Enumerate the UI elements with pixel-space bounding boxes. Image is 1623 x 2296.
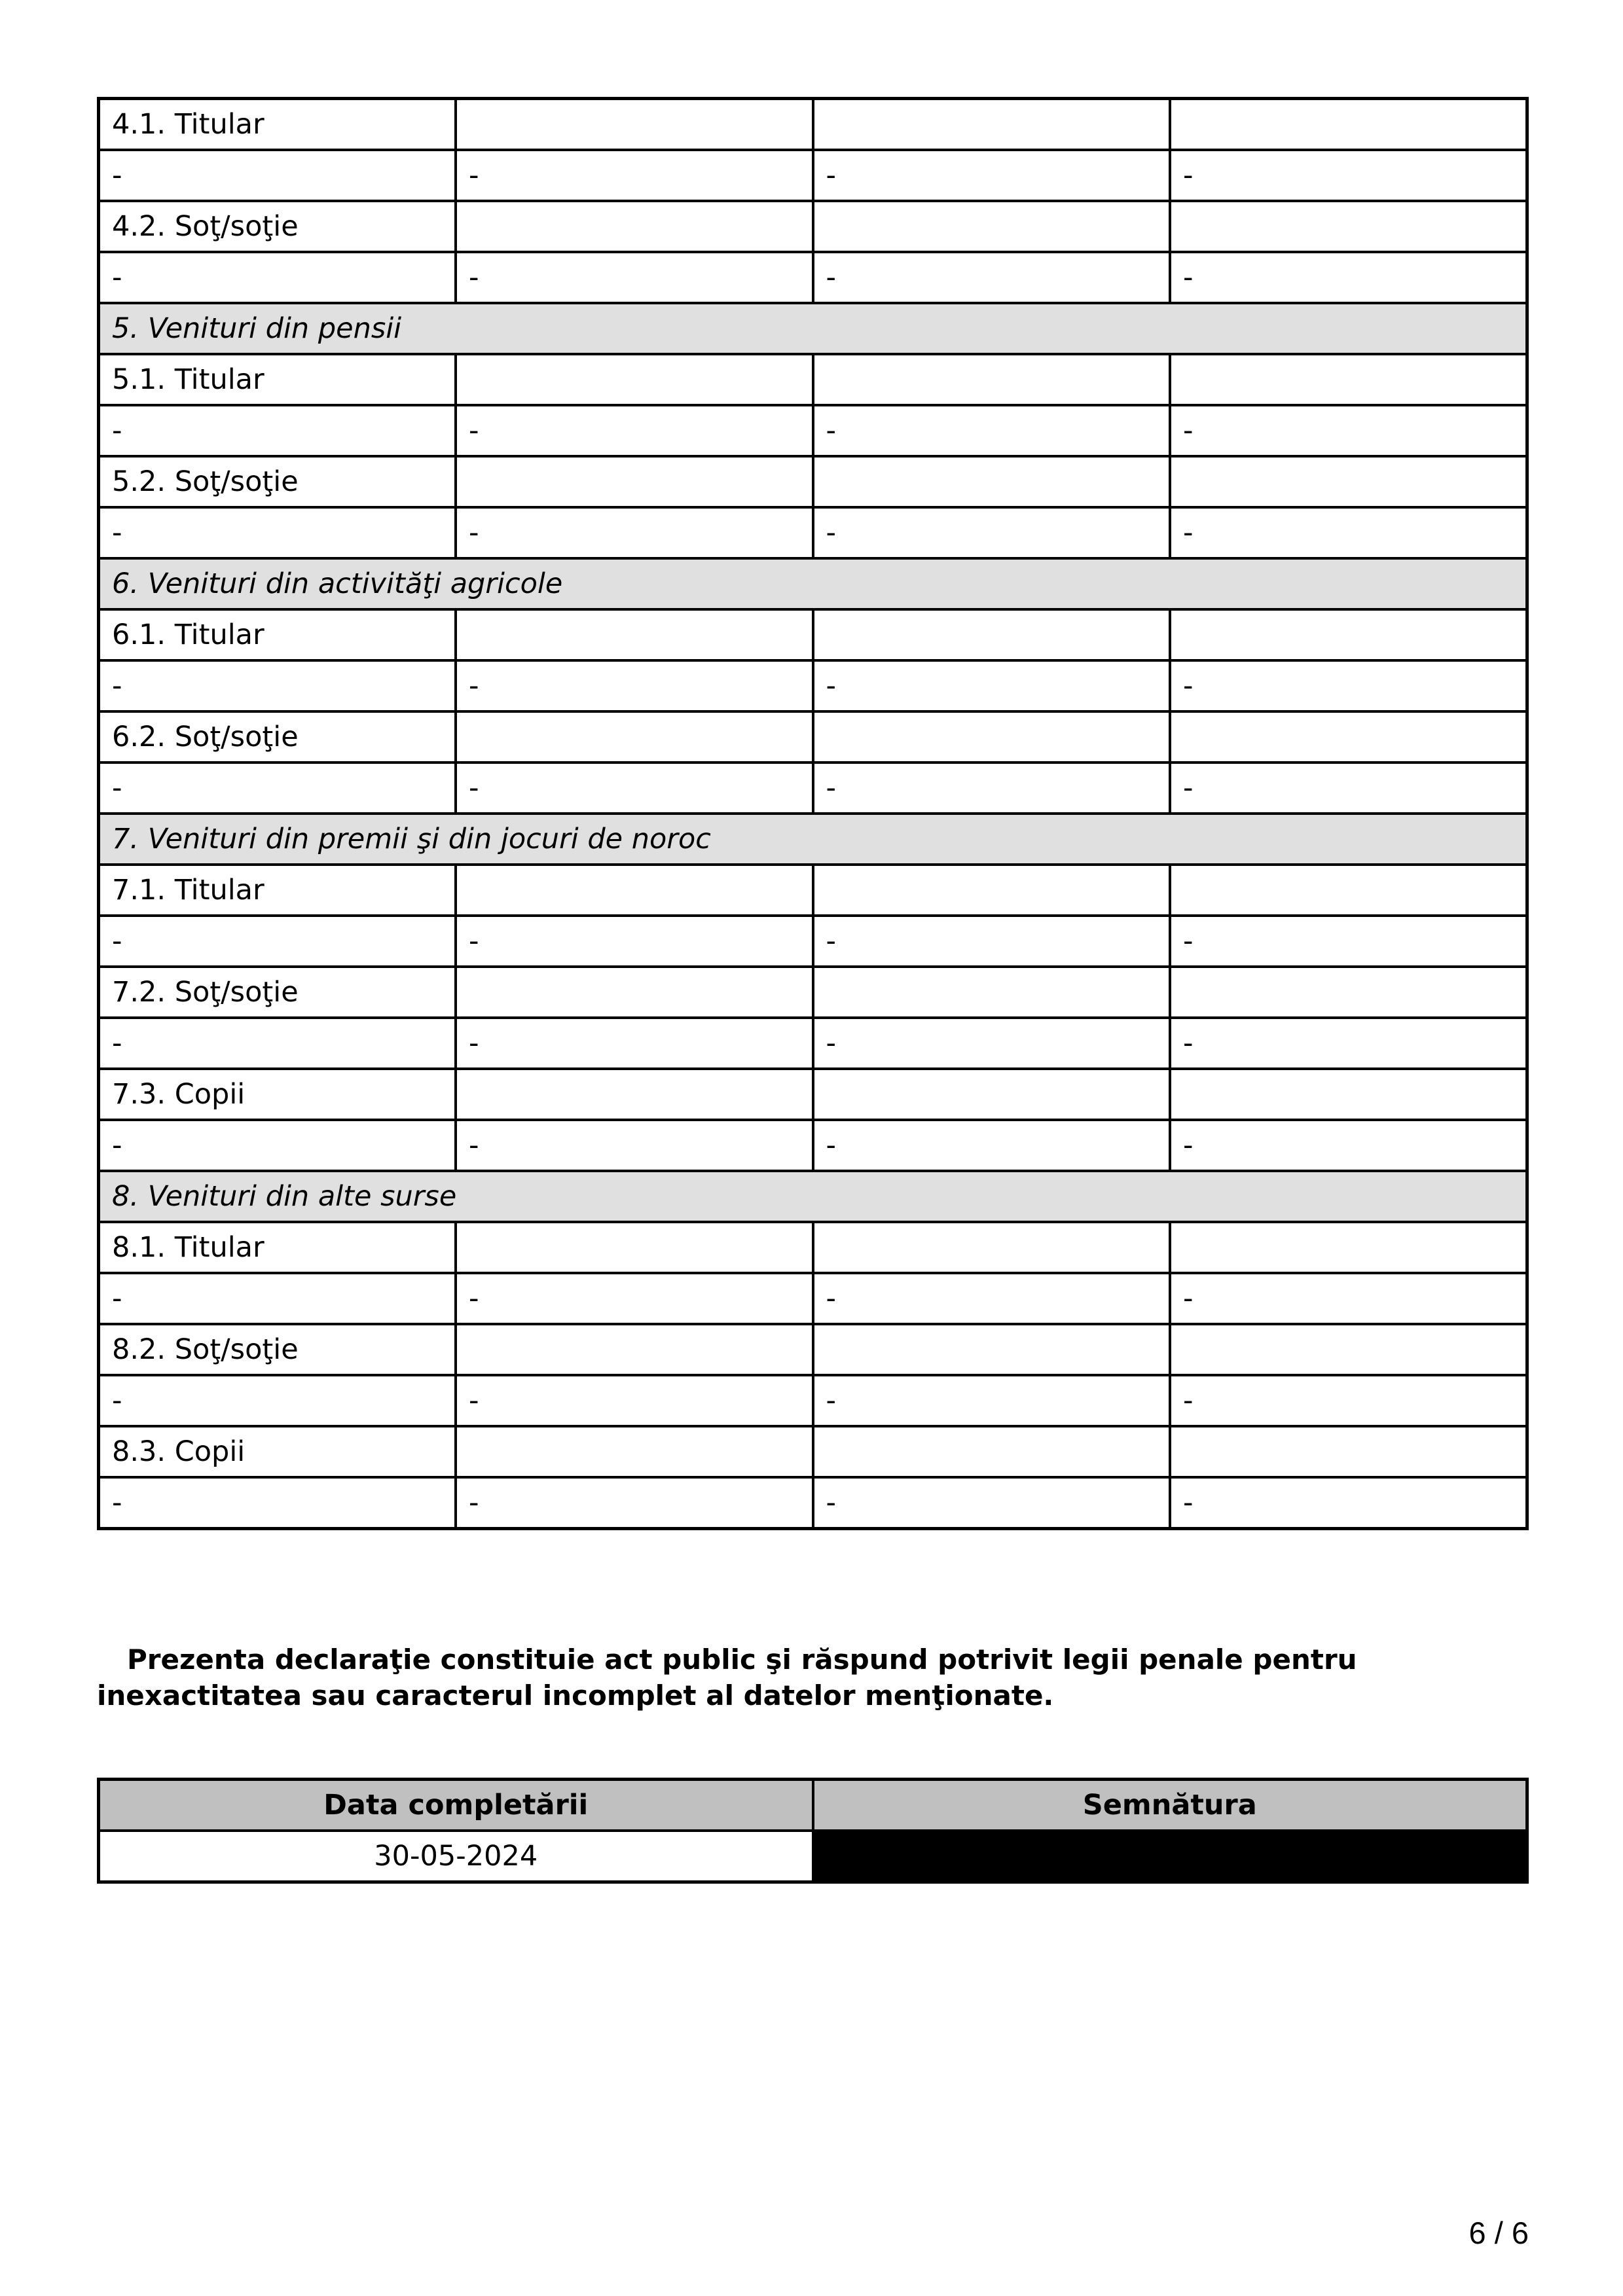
person-label: 8.1. Titular [99, 1222, 456, 1273]
section-row [99, 558, 1527, 609]
section-header: 6. Venituri din activităţi agricole [99, 558, 1527, 609]
empty-cell: - [813, 660, 1171, 711]
empty-cell: - [99, 1120, 456, 1171]
empty-cell: - [1170, 1018, 1527, 1069]
empty-cell: - [99, 660, 456, 711]
table-cell [813, 354, 1171, 405]
empty-cell: - [456, 1018, 813, 1069]
person-row [99, 1426, 1527, 1477]
person-label: 5.2. Soţ/soţie [99, 456, 456, 507]
table-cell [1170, 99, 1527, 151]
section-row [99, 814, 1527, 865]
person-row [99, 1324, 1527, 1375]
person-row [99, 201, 1527, 252]
empty-row [99, 916, 1527, 967]
empty-cell: - [813, 252, 1171, 303]
income-table [97, 97, 1529, 1530]
table-cell [456, 711, 813, 762]
empty-row [99, 405, 1527, 456]
signature-table-header-row [99, 1780, 1527, 1831]
empty-row [99, 1120, 1527, 1171]
empty-cell: - [1170, 507, 1527, 558]
table-cell [1170, 1324, 1527, 1375]
table-cell [813, 1426, 1171, 1477]
empty-cell: - [1170, 1273, 1527, 1324]
table-cell [813, 1069, 1171, 1120]
empty-row [99, 252, 1527, 303]
empty-cell: - [99, 507, 456, 558]
empty-cell: - [1170, 916, 1527, 967]
empty-cell: - [456, 1120, 813, 1171]
empty-cell: - [813, 405, 1171, 456]
person-label: 7.2. Soţ/soţie [99, 967, 456, 1018]
empty-cell: - [1170, 150, 1527, 201]
table-cell [1170, 1426, 1527, 1477]
section-header: 8. Venituri din alte surse [99, 1171, 1527, 1222]
empty-cell: - [813, 507, 1171, 558]
table-cell [1170, 456, 1527, 507]
declaration-statement: Prezenta declaraţie constituie act public şi răspund potrivit legii penale pentru inexactitatea sau caracterul incomplet al datelor menţionate. [97, 1643, 1357, 1712]
table-cell [1170, 711, 1527, 762]
section-header: 5. Venituri din pensii [99, 303, 1527, 354]
empty-row [99, 1375, 1527, 1426]
table-cell [1170, 609, 1527, 660]
section-row [99, 1171, 1527, 1222]
table-cell [813, 865, 1171, 916]
section-row [99, 303, 1527, 354]
empty-cell: - [456, 762, 813, 814]
empty-row [99, 1273, 1527, 1324]
person-row [99, 99, 1527, 151]
person-label: 4.2. Soţ/soţie [99, 201, 456, 252]
empty-cell: - [813, 150, 1171, 201]
table-cell [813, 1324, 1171, 1375]
table-cell [456, 354, 813, 405]
empty-cell: - [1170, 762, 1527, 814]
table-cell [456, 201, 813, 252]
person-row [99, 609, 1527, 660]
person-label: 4.1. Titular [99, 99, 456, 151]
table-cell [1170, 354, 1527, 405]
empty-cell: - [99, 1018, 456, 1069]
person-row [99, 354, 1527, 405]
table-cell [813, 1222, 1171, 1273]
table-cell [456, 1426, 813, 1477]
table-cell [1170, 201, 1527, 252]
person-label: 7.3. Copii [99, 1069, 456, 1120]
empty-cell: - [99, 1273, 456, 1324]
table-cell [456, 1069, 813, 1120]
empty-row [99, 507, 1527, 558]
person-row [99, 711, 1527, 762]
redacted-signature [813, 1831, 1527, 1882]
signature-table [97, 1778, 1529, 1884]
section-header: 7. Venituri din premii şi din jocuri de noroc [99, 814, 1527, 865]
table-cell [1170, 865, 1527, 916]
empty-cell: - [456, 507, 813, 558]
date-header: Data completării [99, 1780, 813, 1831]
table-cell [813, 201, 1171, 252]
table-cell [1170, 1069, 1527, 1120]
signature-table-value-row [99, 1831, 1527, 1882]
table-cell [813, 99, 1171, 151]
empty-cell: - [456, 150, 813, 201]
person-label: 7.1. Titular [99, 865, 456, 916]
empty-row [99, 660, 1527, 711]
empty-cell: - [456, 916, 813, 967]
empty-cell: - [456, 1477, 813, 1529]
table-cell [813, 967, 1171, 1018]
table-cell [1170, 1222, 1527, 1273]
person-row [99, 967, 1527, 1018]
empty-cell: - [813, 1375, 1171, 1426]
empty-cell: - [1170, 405, 1527, 456]
empty-cell: - [99, 405, 456, 456]
table-cell [456, 1222, 813, 1273]
empty-cell: - [1170, 1120, 1527, 1171]
table-cell [813, 456, 1171, 507]
person-label: 8.3. Copii [99, 1426, 456, 1477]
empty-cell: - [99, 916, 456, 967]
empty-cell: - [456, 1273, 813, 1324]
person-row [99, 1222, 1527, 1273]
empty-cell: - [99, 150, 456, 201]
table-cell [456, 99, 813, 151]
empty-cell: - [813, 1018, 1171, 1069]
person-row [99, 865, 1527, 916]
person-label: 5.1. Titular [99, 354, 456, 405]
empty-cell: - [99, 252, 456, 303]
empty-cell: - [456, 1375, 813, 1426]
empty-row [99, 762, 1527, 814]
empty-cell: - [813, 1120, 1171, 1171]
person-row [99, 456, 1527, 507]
empty-cell: - [456, 405, 813, 456]
empty-cell: - [813, 1273, 1171, 1324]
income-table-body [99, 99, 1527, 1529]
table-cell [456, 967, 813, 1018]
signature-header: Semnătura [813, 1780, 1527, 1831]
completion-date: 30-05-2024 [99, 1831, 813, 1882]
empty-cell: - [813, 762, 1171, 814]
person-row [99, 1069, 1527, 1120]
empty-cell: - [456, 660, 813, 711]
person-label: 8.2. Soţ/soţie [99, 1324, 456, 1375]
empty-cell: - [1170, 660, 1527, 711]
empty-row [99, 150, 1527, 201]
empty-cell: - [456, 252, 813, 303]
table-cell [813, 711, 1171, 762]
empty-cell: - [813, 916, 1171, 967]
empty-cell: - [1170, 252, 1527, 303]
empty-cell: - [1170, 1477, 1527, 1529]
person-label: 6.1. Titular [99, 609, 456, 660]
page-number: 6 / 6 [1468, 2215, 1529, 2250]
table-cell [456, 609, 813, 660]
table-cell [456, 456, 813, 507]
table-cell [456, 1324, 813, 1375]
table-cell [1170, 967, 1527, 1018]
empty-cell: - [813, 1477, 1171, 1529]
empty-cell: - [99, 1477, 456, 1529]
empty-row [99, 1477, 1527, 1529]
empty-cell: - [99, 762, 456, 814]
empty-cell: - [99, 1375, 456, 1426]
table-cell [813, 609, 1171, 660]
table-cell [456, 865, 813, 916]
person-label: 6.2. Soţ/soţie [99, 711, 456, 762]
empty-cell: - [1170, 1375, 1527, 1426]
empty-row [99, 1018, 1527, 1069]
